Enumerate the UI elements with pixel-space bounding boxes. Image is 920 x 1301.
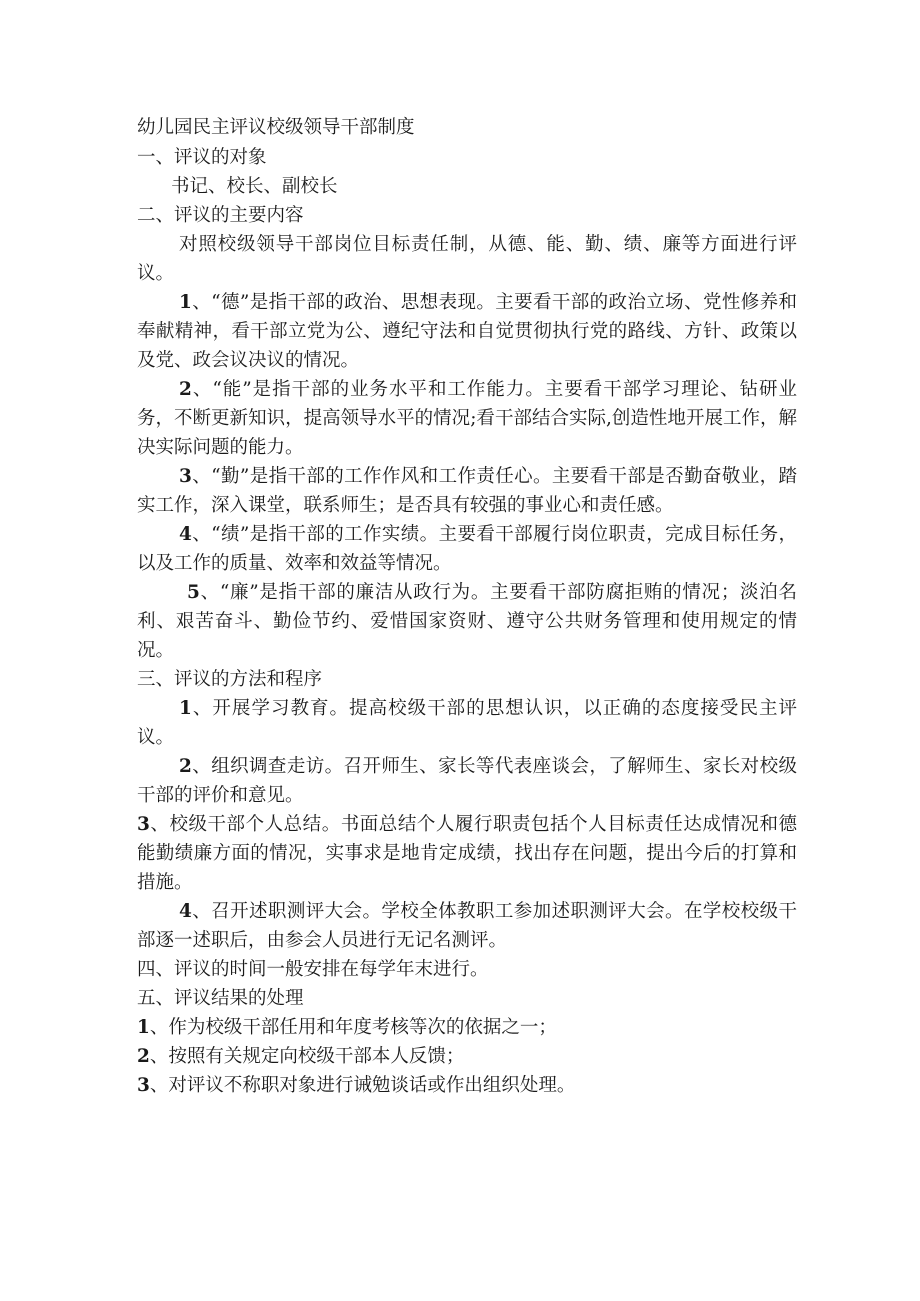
item-text: 、召开述职测评大会。学校全体教职工参加述职测评大会。在学校校级干部逐一述职后，由参会人员进行无记名测评。 xyxy=(137,901,797,951)
section-2-heading: 二、评议的主要内容 xyxy=(137,205,304,226)
section-2-item xyxy=(137,520,797,578)
item-number: 2 xyxy=(179,379,192,400)
section-2-item xyxy=(137,288,797,375)
item-number: 5 xyxy=(187,582,200,603)
item-number: 3 xyxy=(137,814,150,835)
document-page xyxy=(137,113,797,1100)
section-2-intro: 对照校级领导干部岗位目标责任制，从德、能、勤、绩、廉等方面进行评议。 xyxy=(137,234,797,284)
section-4-heading: 四、评议的时间一般安排在每学年末进行。 xyxy=(137,959,489,980)
item-number: 1 xyxy=(179,292,192,313)
section-2-item xyxy=(137,375,797,462)
item-text: 、“能”是指干部的业务水平和工作能力。主要看干部学习理论、钻研业务，不断更新知识，提高领导水平的情况;看干部结合实际,创造性地开展工作，解决实际问题的能力。 xyxy=(137,379,797,458)
section-2-item xyxy=(137,462,797,520)
section-5-item xyxy=(137,1013,797,1042)
item-text: 、“廉”是指干部的廉洁从政行为。主要看干部防腐拒贿的情况；淡泊名利、艰苦奋斗、勤俭节约、爱惜国家资财、遵守公共财务管理和使用规定的情况。 xyxy=(137,582,797,661)
item-number: 3 xyxy=(137,1075,150,1096)
section-3-item xyxy=(137,810,797,897)
item-text: 、“勤”是指干部的工作作风和工作责任心。主要看干部是否勤奋敬业，踏实工作，深入课堂，联系师生；是否具有较强的事业心和责任感。 xyxy=(137,466,797,516)
section-3-item xyxy=(137,694,797,752)
item-text: 、作为校级干部任用和年度考核等次的依据之一； xyxy=(149,1017,557,1038)
section-1-heading: 一、评议的对象 xyxy=(137,147,267,168)
section-5-heading: 五、评议结果的处理 xyxy=(137,988,304,1009)
item-text: 、组织调查走访。召开师生、家长等代表座谈会，了解师生、家长对校级干部的评价和意见。 xyxy=(137,756,797,806)
section-5-item xyxy=(137,1071,797,1100)
section-3-item xyxy=(137,752,797,810)
item-number: 4 xyxy=(179,901,192,922)
item-number: 1 xyxy=(179,698,192,719)
item-number: 4 xyxy=(179,524,192,545)
item-text: 、“德”是指干部的政治、思想表现。主要看干部的政治立场、党性修养和奉献精神，看干部立党为公、遵纪守法和自觉贯彻执行党的路线、方针、政策以及党、政会议决议的情况。 xyxy=(137,292,797,371)
section-2-item xyxy=(137,578,797,665)
item-text: 、“绩”是指干部的工作实绩。主要看干部履行岗位职责，完成目标任务，以及工作的质量、效率和效益等情况。 xyxy=(137,524,797,574)
item-number: 1 xyxy=(137,1017,150,1038)
item-text: 、对评议不称职对象进行诫勉谈话或作出组织处理。 xyxy=(149,1075,576,1096)
item-text: 、开展学习教育。提高校级干部的思想认识，以正确的态度接受民主评议。 xyxy=(137,698,797,748)
item-number: 2 xyxy=(179,756,192,777)
section-3-heading: 三、评议的方法和程序 xyxy=(137,669,323,690)
item-text: 、按照有关规定向校级干部本人反馈； xyxy=(149,1046,465,1067)
document-title: 幼儿园民主评议校级领导干部制度 xyxy=(137,117,415,138)
item-number: 2 xyxy=(137,1046,150,1067)
section-1-content: 书记、校长、副校长 xyxy=(171,176,338,197)
section-3-item xyxy=(137,897,797,955)
item-number: 3 xyxy=(179,466,192,487)
section-5-item xyxy=(137,1042,797,1071)
item-text: 、校级干部个人总结。书面总结个人履行职责包括个人目标责任达成情况和德能勤绩廉方面的情况，实事求是地肯定成绩，找出存在问题，提出今后的打算和措施。 xyxy=(137,814,797,893)
